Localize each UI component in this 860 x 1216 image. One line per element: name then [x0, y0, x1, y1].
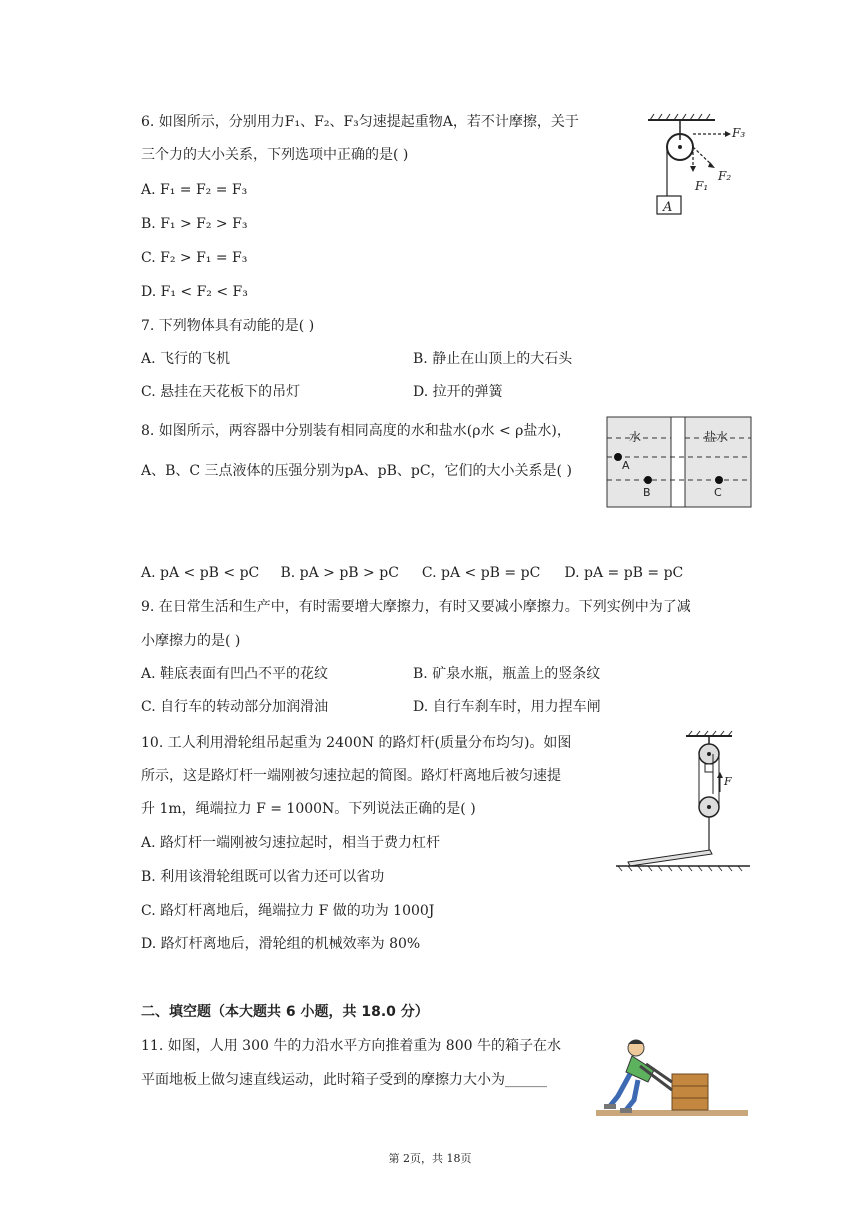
q6-label-a: A [663, 200, 673, 215]
q6-label-f1: F₁ [695, 179, 709, 193]
q10-option-c: C. 路灯杆离地后，绳端拉力 F 做的功为 1000J [141, 903, 435, 919]
q6-pulley-figure [640, 110, 760, 220]
q8-label-water: 水 [629, 430, 642, 444]
q10-label-f: F [724, 775, 732, 788]
q10-pulley-lamp-figure [614, 730, 754, 872]
q7-option-c: C. 悬挂在天花板下的吊灯 [141, 384, 301, 400]
q11-stem-line1: 11. 如图，人用 300 牛的力沿水平方向推着重为 800 牛的箱子在水 [141, 1038, 561, 1054]
q8-stem-line2: A、B、C 三点液体的压强分别为pA、pB、pC，它们的大小关系是( ) [141, 463, 572, 479]
q10-option-d: D. 路灯杆离地后，滑轮组的机械效率为 80% [141, 936, 421, 952]
q11-person-pushing-box-figure [596, 1034, 748, 1124]
q6-label-f3: F₃ [732, 126, 746, 140]
q8-options-row [141, 563, 683, 583]
q9-stem-line1: 9. 在日常生活和生产中，有时需要增大摩擦力，有时又要减小摩擦力。下列实例中为了减 [141, 599, 691, 615]
q7-option-d: D. 拉开的弹簧 [413, 384, 503, 400]
q7-option-b: B. 静止在山顶上的大石头 [413, 351, 573, 367]
q9-option-a: A. 鞋底表面有凹凸不平的花纹 [141, 666, 329, 682]
q8-option-b: B. pA > pB > pC [280, 565, 399, 581]
q6-label-f2: F₂ [718, 169, 732, 183]
q8-label-brine: 盐水 [704, 430, 729, 444]
page-footer: 第 2页，共 18页 [388, 1152, 472, 1165]
q9-stem-line2: 小摩擦力的是( ) [141, 633, 241, 649]
q9-option-c: C. 自行车的转动部分加润滑油 [141, 699, 329, 715]
q10-stem-line2: 所示，这是路灯杆一端刚被匀速拉起的简图。路灯杆离地后被匀速提 [141, 768, 561, 784]
q8-label-c: C [714, 486, 722, 499]
q10-option-a: A. 路灯杆一端刚被匀速拉起时，相当于费力杠杆 [141, 835, 441, 851]
q6-option-d: D. F₁ < F₂ < F₃ [141, 284, 248, 300]
q7-stem: 7. 下列物体具有动能的是( ) [141, 318, 315, 334]
q8-label-a: A [622, 459, 630, 472]
q9-option-d: D. 自行车刹车时，用力捏车闸 [413, 699, 601, 715]
q8-option-d: D. pA = pB = pC [564, 565, 684, 581]
q10-stem-line3: 升 1m，绳端拉力 F = 1000N。下列说法正确的是( ) [141, 801, 476, 817]
section-heading: 二、填空题（本大题共 6 小题，共 18.0 分） [141, 1004, 429, 1020]
q6-stem-line1: 6. 如图所示，分别用力F₁、F₂、F₃匀速提起重物A，若不计摩擦，关于 [141, 114, 579, 130]
q10-stem-line1: 10. 工人利用滑轮组吊起重为 2400N 的路灯杆(质量分布均匀)。如图 [141, 735, 572, 751]
q8-option-a: A. pA < pB < pC [141, 565, 260, 581]
q6-option-c: C. F₂ > F₁ = F₃ [141, 250, 248, 266]
q8-containers-figure [606, 416, 752, 508]
q7-option-a: A. 飞行的飞机 [141, 351, 231, 367]
q6-stem-line2: 三个力的大小关系，下列选项中正确的是( ) [141, 147, 409, 163]
q8-stem-line1: 8. 如图所示，两容器中分别装有相同高度的水和盐水(ρ水 < ρ盐水)， [141, 423, 571, 439]
q8-option-c: C. pA < pB = pC [421, 565, 541, 581]
q10-option-b: B. 利用该滑轮组既可以省力还可以省功 [141, 869, 385, 885]
q9-option-b: B. 矿泉水瓶，瓶盖上的竖条纹 [413, 666, 601, 682]
q11-stem-line2: 平面地板上做匀速直线运动，此时箱子受到的摩擦力大小为______ [141, 1072, 547, 1088]
q8-label-b: B [643, 486, 651, 499]
q6-option-a: A. F₁ = F₂ = F₃ [141, 182, 248, 198]
q6-option-b: B. F₁ > F₂ > F₃ [141, 216, 248, 232]
